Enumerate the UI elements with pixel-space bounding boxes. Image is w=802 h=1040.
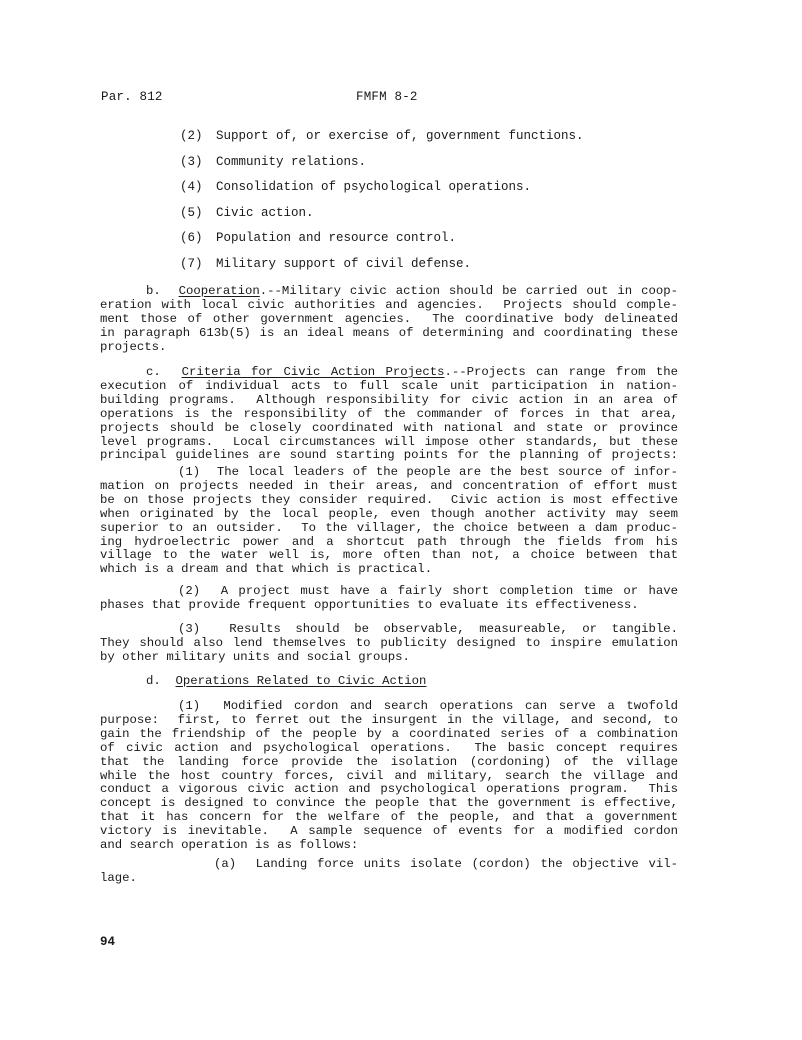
- list-number: (4): [180, 180, 203, 195]
- section-label: d.: [146, 674, 161, 688]
- text-line: in paragraph 613b(5) is an ideal means of determining and coordinating these: [100, 325, 678, 340]
- page-number: 94: [100, 935, 116, 949]
- text-line: village to the water well is, more often than not, a choice between that: [100, 548, 678, 563]
- text-line: (3) Results should be observable, measureable, or tangible.: [178, 622, 678, 636]
- function-list: [180, 129, 584, 283]
- criteria-item-1: [100, 466, 678, 577]
- text-line: projects should be closely coordinated with national and state or province: [100, 420, 678, 435]
- text-line: projects.: [100, 339, 167, 354]
- text-line: lage.: [100, 870, 137, 885]
- paragraph-reference: Par. 812: [101, 90, 163, 104]
- section-b-cooperation: [100, 285, 678, 355]
- list-item: [180, 129, 584, 155]
- text-line: b. Cooperation.--Military civic action should be carried out in coop-: [146, 284, 678, 298]
- section-label: c.: [146, 365, 161, 379]
- text-line: gain the friendship of the people by a coordinated series of a combination: [100, 726, 678, 741]
- text-line: principal guidelines are sound starting points for the planning of projects:: [100, 448, 678, 463]
- text-line: phases that provide frequent opportunities to evaluate its effectiveness.: [100, 597, 639, 612]
- text-line: that it has concern for the welfare of the people, and that a government: [100, 810, 678, 825]
- list-item: [180, 231, 584, 257]
- text-line: level programs. Local circumstances will impose other standards, but these: [100, 434, 678, 449]
- text-line: by other military units and social groups.: [100, 649, 410, 664]
- text-line: [100, 675, 678, 689]
- list-item: [180, 206, 584, 232]
- text-line: of civic action and psychological operations. The basic concept requires: [100, 740, 678, 755]
- section-title: Criteria for Civic Action Projects: [181, 365, 445, 379]
- text-line: building programs. Although responsibility for civic action in an area of: [100, 392, 678, 407]
- text-line: They should also lend themselves to publicity designed to inspire emulation: [100, 635, 678, 650]
- text-line: that the landing force provide the isolation (cordoning) of the village: [100, 754, 678, 769]
- list-number: (2): [180, 129, 203, 143]
- list-text: Military support of civil defense.: [216, 256, 472, 271]
- list-item: [180, 155, 584, 181]
- list-text: Community relations.: [216, 154, 367, 169]
- operations-item-1: [100, 700, 678, 853]
- text-line: ment those of other government agencies. The coordinative body delineated: [100, 311, 678, 326]
- list-number: (7): [180, 256, 203, 271]
- list-item: [180, 180, 584, 206]
- section-title: Cooperation: [178, 284, 260, 298]
- text-line: and search operation is as follows:: [100, 838, 359, 853]
- text-line: (a) Landing force units isolate (cordon) the objective vil-: [214, 857, 678, 871]
- text-line: be on those projects they consider required. Civic action is most effective: [100, 492, 678, 507]
- text-line: victory is inevitable. A sample sequence of events for a modified cordon: [100, 824, 678, 839]
- list-item: [180, 257, 584, 283]
- text-line: which is a dream and that which is practical.: [100, 562, 433, 577]
- text-line: execution of individual acts to full scale unit participation in nation-: [100, 378, 678, 393]
- text-line: eration with local civic authorities and agencies. Projects should comple-: [100, 297, 678, 312]
- section-d-heading: [100, 675, 678, 689]
- list-number: (3): [180, 154, 203, 169]
- criteria-item-2: [100, 585, 678, 613]
- list-number: (5): [180, 205, 203, 220]
- text-line: purpose: first, to ferret out the insurgent in the village, and second, to: [100, 712, 678, 727]
- list-number: (6): [180, 231, 203, 246]
- text-line: c. Criteria for Civic Action Projects.--Projects can range from the: [146, 365, 678, 379]
- text-line: conduct a vigorous civic action and psychological operations program. This: [100, 782, 678, 797]
- text-line: concept is designed to convince the people that the government is effective,: [100, 796, 678, 811]
- text-line: when originated by the local people, even though another activity may seem: [100, 506, 678, 521]
- section-title: Operations Related to Civic Action: [175, 674, 427, 688]
- text-line: ing hydroelectric power and a shortcut path through the fields from his: [100, 534, 678, 549]
- list-text: Support of, or exercise of, government functions.: [216, 129, 584, 143]
- text-line: (1) Modified cordon and search operations can serve a twofold: [178, 699, 678, 713]
- list-text: Civic action.: [216, 205, 314, 220]
- list-text: Population and resource control.: [216, 231, 457, 246]
- text-line: while the host country forces, civil and military, search the village and: [100, 768, 678, 783]
- criteria-item-3: [100, 623, 678, 665]
- text-line: superior to an outsider. To the villager, the choice between a dam produc-: [100, 520, 678, 535]
- text-line: operations is the responsibility of the commander of forces in that area,: [100, 406, 678, 421]
- text-line: (2) A project must have a fairly short completion time or have: [178, 584, 678, 598]
- section-c-criteria: [100, 366, 678, 463]
- list-text: Consolidation of psychological operations.: [216, 180, 532, 195]
- document-id: FMFM 8-2: [356, 90, 418, 104]
- section-label: b.: [146, 284, 161, 298]
- text-line: mation on projects needed in their areas, and concentration of effort must: [100, 478, 678, 493]
- text-line: (1) The local leaders of the people are the best source of infor-: [178, 465, 678, 479]
- operations-item-1a: [100, 858, 678, 886]
